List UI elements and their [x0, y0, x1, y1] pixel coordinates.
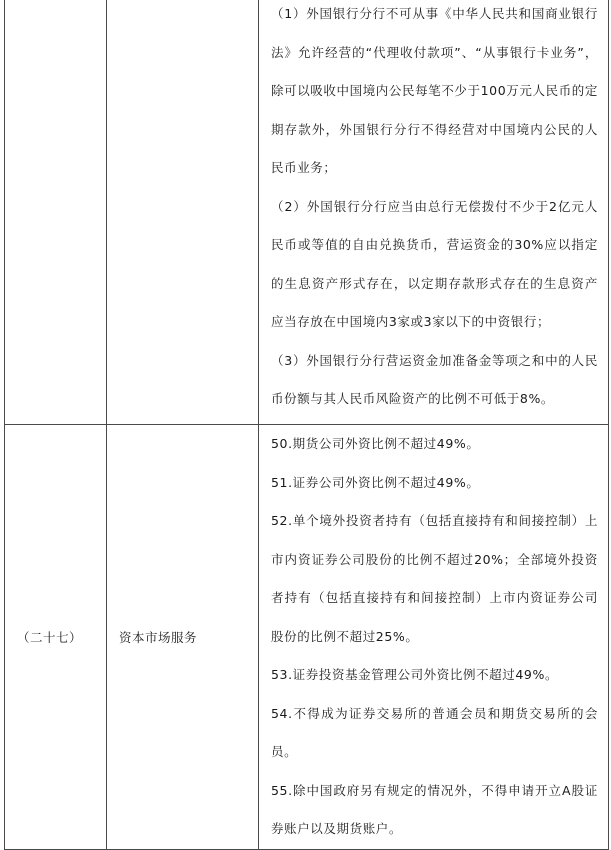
- measure-paragraph: （2）外国银行分行应当由总行无偿拨付不少于2亿元人民币或等值的自由兑换货币，营运资金的30%应以指定的生息资产形式存在，以定期存款形式存在的生息资产应当存放在中国境内3家或3家以下的中资银行；: [271, 198, 598, 329]
- section-number: （二十七）: [17, 629, 83, 645]
- measures-cell: [259, 0, 609, 425]
- measure-item: 53.证券投资基金管理公司外资比例不超过49%。: [271, 667, 559, 682]
- table-row: [5, 425, 609, 850]
- measure-paragraph: （1）外国银行分行不可从事《中华人民共和国商业银行法》允许经营的“代理收付款项”、“从事银行卡业务”，除可以吸收中国境内公民每笔不少于100万元人民币的定期存款外，外国银行分行不得经营对中国境内公民的人民币业务；: [271, 6, 598, 175]
- row-number-cell: [5, 425, 107, 850]
- category-cell: [107, 0, 259, 425]
- measures-cell: [259, 425, 609, 850]
- measure-item: 54.不得成为证券交易所的普通会员和期货交易所的会员。: [271, 705, 598, 759]
- category-label: 资本市场服务: [119, 629, 198, 645]
- measure-item: 52.单个境外投资者持有（包括直接持有和间接控制）上市内资证券公司股份的比例不超过20%；全部境外投资者持有（包括直接持有和间接控制）上市内资证券公司股份的比例不超过25%。: [271, 513, 598, 644]
- row-number-cell: [5, 0, 107, 425]
- measure-item: 55.除中国政府另有规定的情况外，不得申请开立A股证券账户以及期货账户。: [271, 782, 598, 836]
- measure-item: 50.期货公司外资比例不超过49%。: [271, 436, 480, 451]
- negative-list-table: [4, 0, 609, 850]
- table-row: [5, 0, 609, 425]
- measure-item: 51.证券公司外资比例不超过49%。: [271, 474, 480, 490]
- category-cell: [107, 425, 259, 850]
- measure-paragraph: （3）外国银行分行营运资金加准备金等项之和中的人民币份额与其人民币风险资产的比例不可低于8%。: [271, 352, 598, 406]
